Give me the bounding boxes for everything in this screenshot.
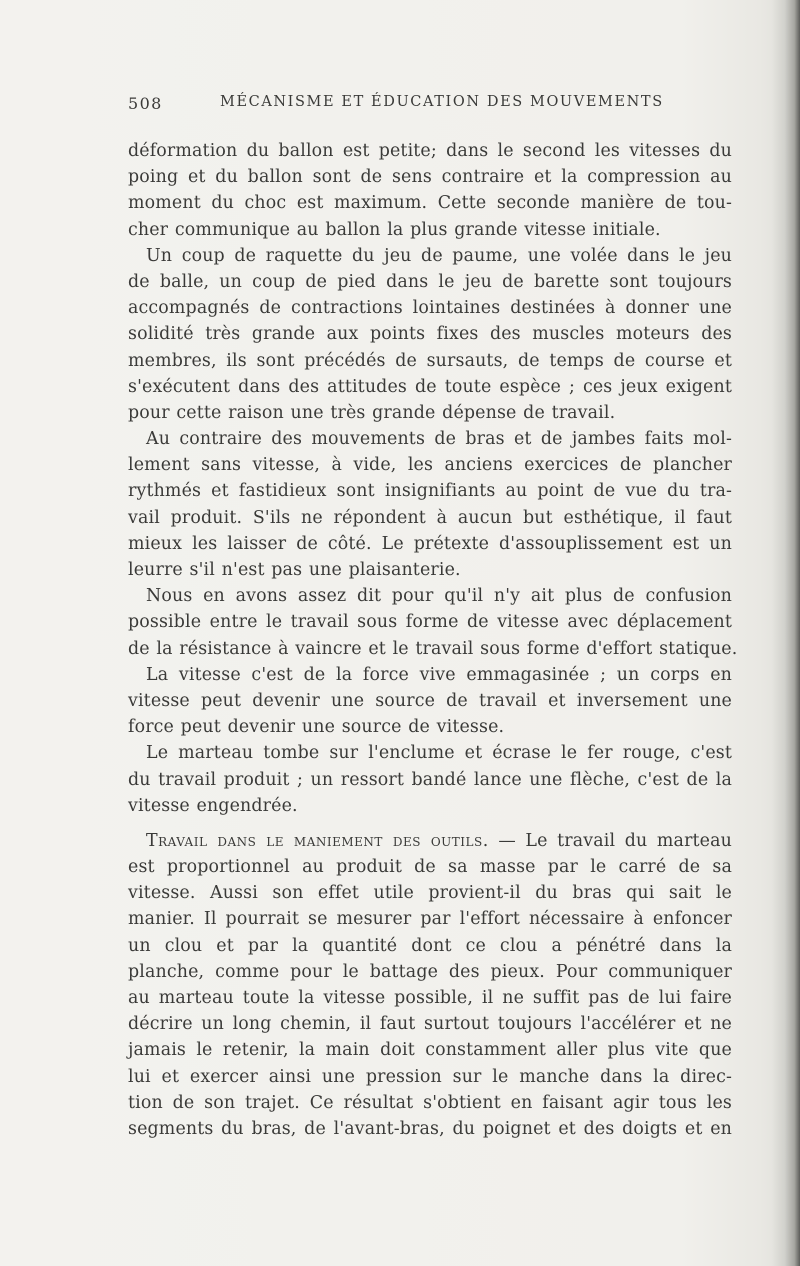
section-heading: Travail dans le maniement des outils. bbox=[146, 830, 489, 851]
text-line: accompagnés de contractions lointaines destinées à donner une bbox=[128, 298, 732, 319]
text-line: force peut devenir une source de vitesse. bbox=[128, 717, 505, 738]
text-line: moment du choc est maximum. Cette seconde manière de tou- bbox=[128, 193, 732, 214]
text-line: déformation du ballon est petite; dans le second les vitesses du bbox=[128, 141, 732, 161]
page-header bbox=[128, 94, 730, 118]
text-line: Nous en avons assez dit pour qu'il n'y ait plus de confusion bbox=[146, 586, 732, 607]
text-line: un clou et par la quantité dont ce clou a pénétré dans la bbox=[128, 935, 732, 956]
text-line: rythmés et fastidieux sont insignifiants au point de vue du tra- bbox=[128, 481, 732, 502]
text-line: lui et exercer ainsi une pression sur le manche dans la direc- bbox=[128, 1066, 732, 1087]
text-line: de la résistance à vaincre et le travail sous forme d'effort statique. bbox=[128, 638, 738, 659]
text-line: planche, comme pour le battage des pieux. Pour communiquer bbox=[128, 961, 732, 982]
text-line: manier. Il pourrait se mesurer par l'effort nécessaire à enfoncer bbox=[128, 909, 732, 930]
page-number: 508 bbox=[128, 94, 163, 113]
text-line: leurre s'il n'est pas une plaisanterie. bbox=[128, 560, 461, 580]
running-title: MÉCANISME ET ÉDUCATION DES MOUVEMENTS bbox=[220, 94, 664, 110]
text-line: vitesse engendrée. bbox=[128, 795, 298, 816]
text-line: s'exécutent dans des attitudes de toute espèce ; ces jeux exigent bbox=[128, 376, 732, 397]
text-line: Au contraire des mouvements de bras et de jambes faits mol- bbox=[146, 429, 732, 450]
section-first-line bbox=[128, 828, 732, 854]
text-line: lement sans vitesse, à vide, les anciens exercices de plancher bbox=[128, 455, 732, 476]
text-line: jamais le retenir, la main doit constamment aller plus vite que bbox=[128, 1040, 732, 1061]
text-line: au marteau toute la vitesse possible, il ne suffit pas de lui faire bbox=[128, 988, 732, 1008]
text-line: Un coup de raquette du jeu de paume, une volée dans le jeu bbox=[146, 245, 732, 266]
text-line: décrire un long chemin, il faut surtout toujours l'accélérer et ne bbox=[128, 1014, 732, 1035]
text-line: segments du bras, de l'avant-bras, du poignet et des doigts et en bbox=[128, 1118, 732, 1139]
text-line: poing et du ballon sont de sens contraire et la compression au bbox=[128, 167, 732, 188]
text-line: solidité très grande aux points fixes des muscles moteurs des bbox=[128, 324, 732, 345]
text-line: tion de son trajet. Ce résultat s'obtient en faisant agir tous les bbox=[128, 1092, 732, 1113]
text-line: vail produit. S'ils ne répondent à aucun but esthétique, il faut bbox=[128, 507, 732, 528]
section-first-line-text: — Le travail du marteau bbox=[498, 830, 732, 851]
text-line: La vitesse c'est de la force vive emmagasinée ; un corps en bbox=[146, 664, 732, 685]
text-line: membres, ils sont précédés de sursauts, de temps de course et bbox=[128, 350, 732, 371]
text-line: pour cette raison une très grande dépense de travail. bbox=[128, 402, 616, 423]
text-line: vitesse peut devenir une source de travail et inversement une bbox=[128, 690, 732, 711]
text-line: du travail produit ; un ressort bandé lance une flèche, c'est de la bbox=[128, 769, 732, 790]
text-line: mieux les laisser de côté. Le prétexte d'assouplissement est un bbox=[128, 533, 732, 554]
page-gutter-shadow bbox=[772, 0, 800, 1266]
text-line: cher communique au ballon la plus grande vitesse initiale. bbox=[128, 219, 661, 240]
text-line: Le marteau tombe sur l'enclume et écrase le fer rouge, c'est bbox=[146, 743, 732, 764]
text-line: possible entre le travail sous forme de vitesse avec déplacement bbox=[128, 612, 732, 633]
body-text bbox=[128, 138, 738, 1142]
text-line: est proportionnel au produit de sa masse par le carré de sa bbox=[128, 857, 732, 878]
text-line: de balle, un coup de pied dans le jeu de barette sont toujours bbox=[128, 271, 732, 292]
text-line: vitesse. Aussi son effet utile provient-il du bras qui sait le bbox=[128, 883, 732, 904]
